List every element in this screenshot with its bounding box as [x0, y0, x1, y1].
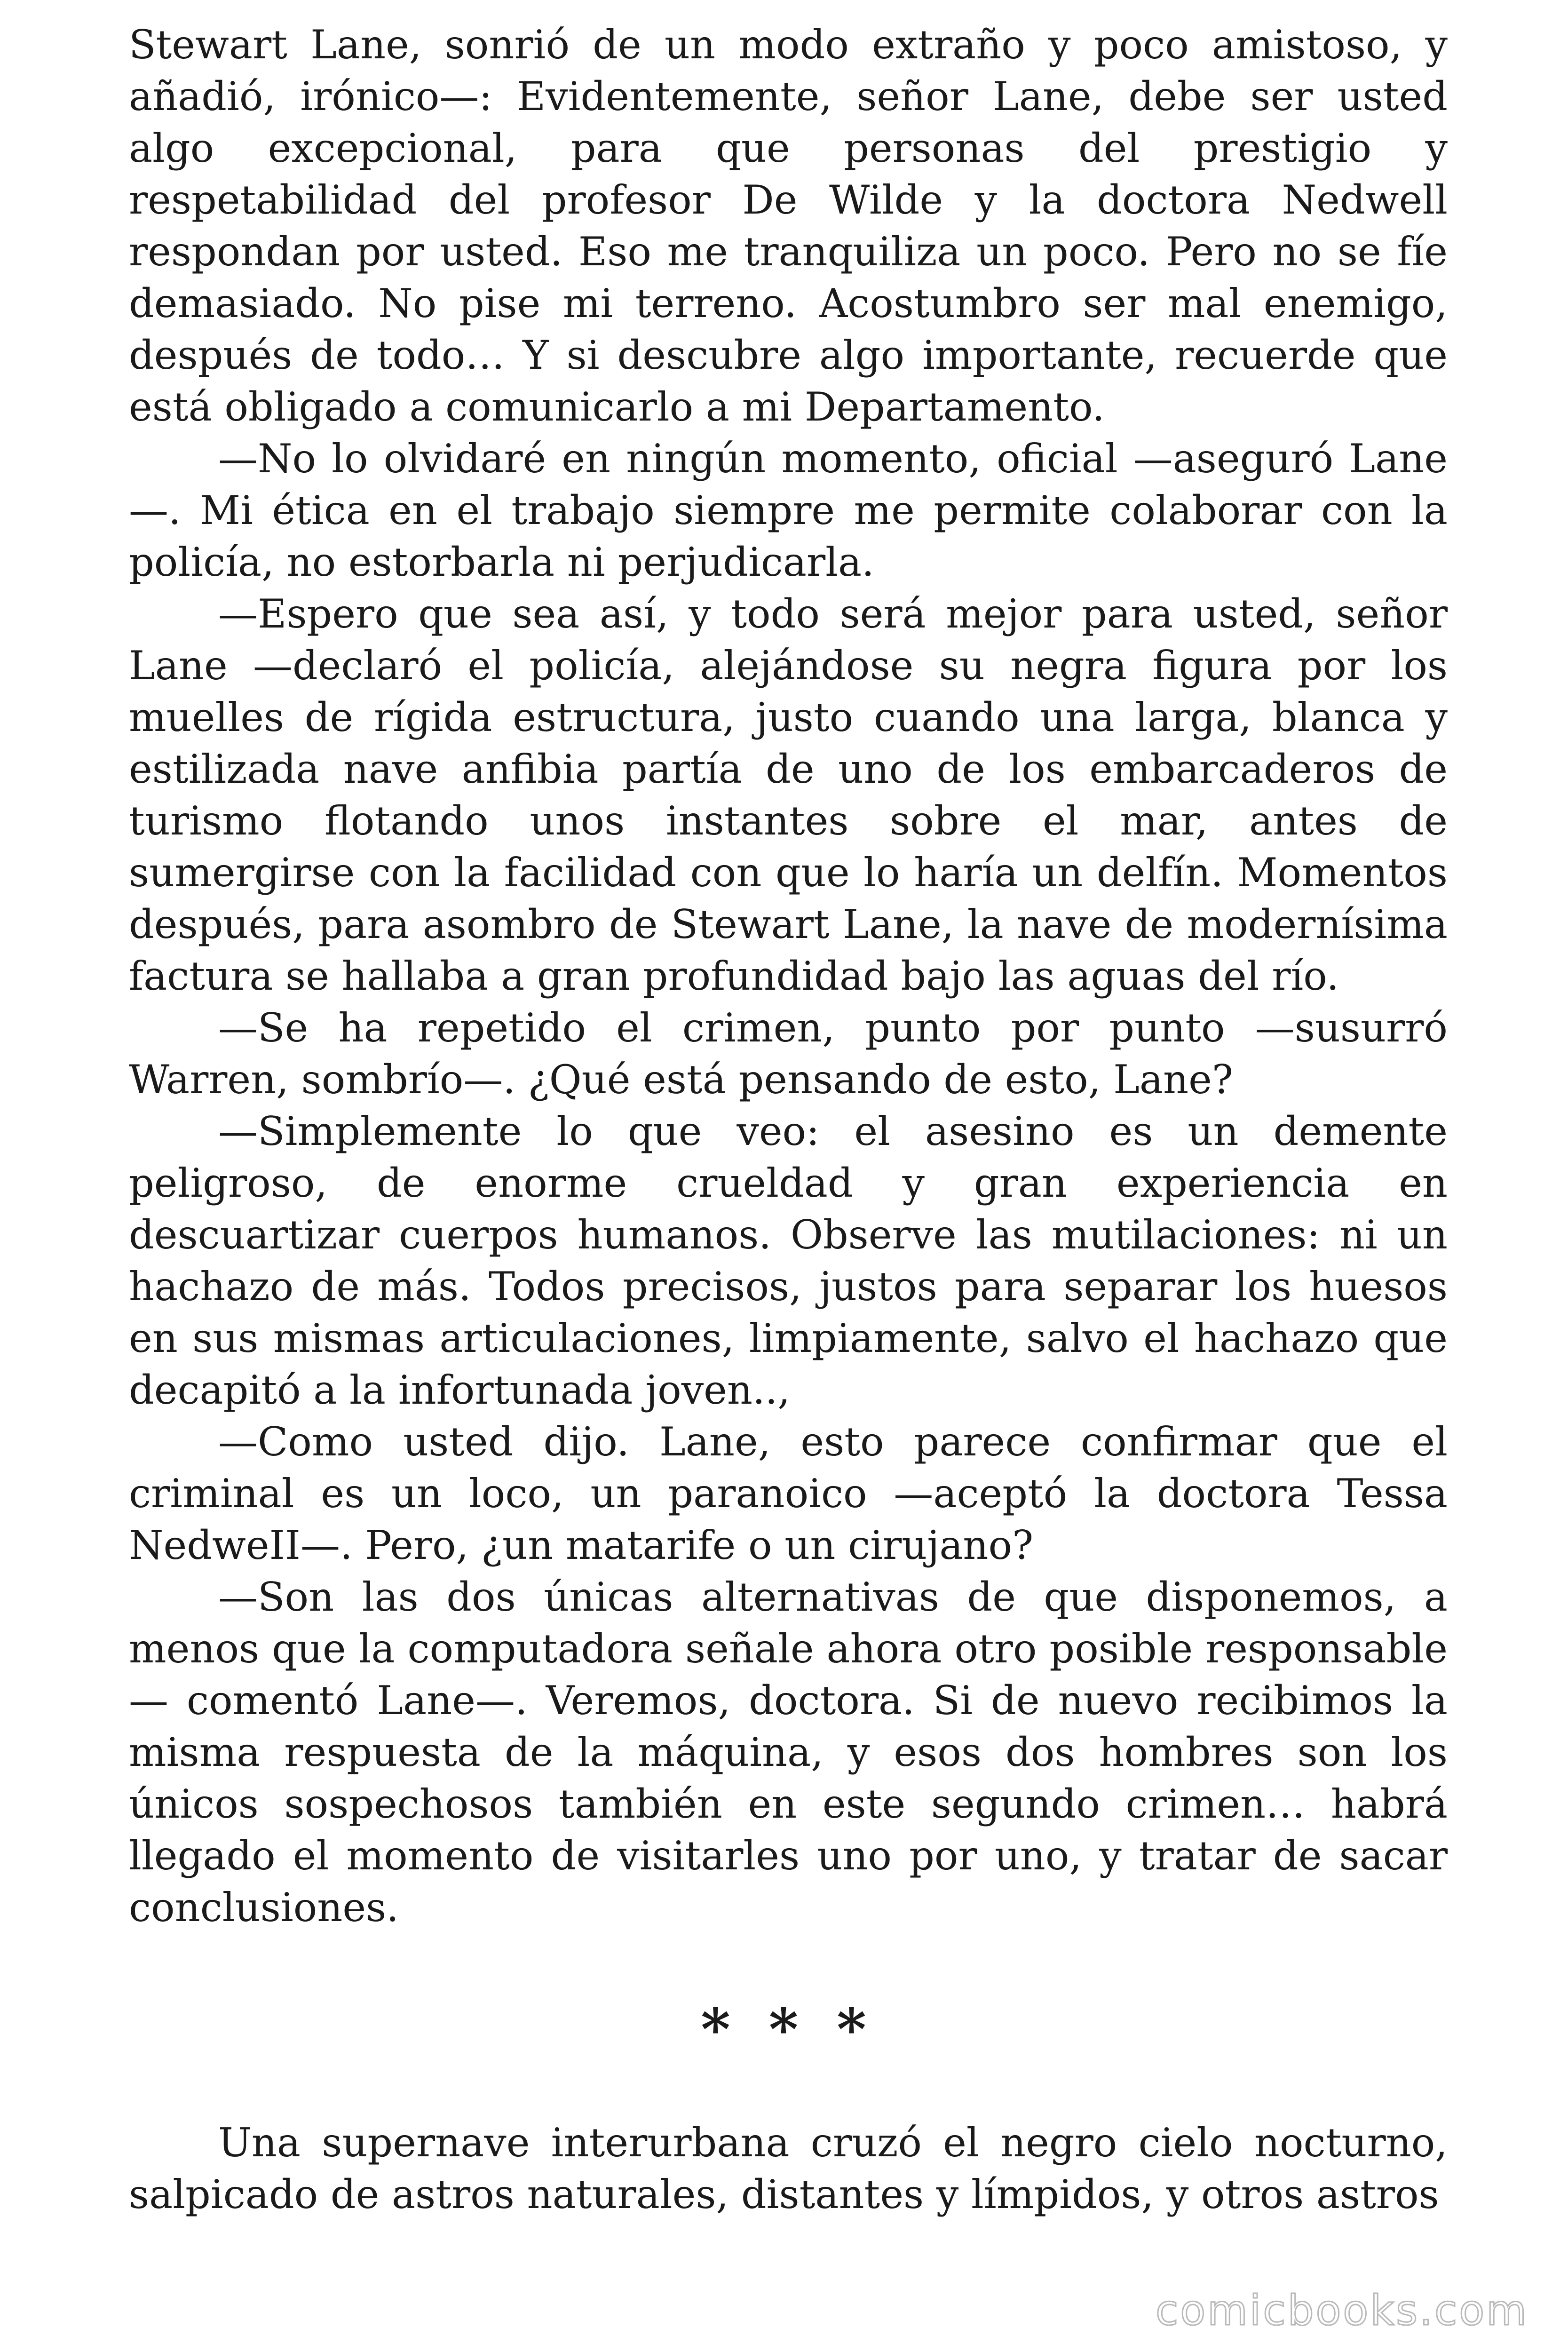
- paragraph-7: —Son las dos únicas alternativas de que disponemos, a menos que la computadora señale ahora otro posible responsable — comentó Lane—. Veremos, doctora. Si de nuevo recibimos la misma respuesta de la máquina, y esos dos hombres son los únicos sospechosos también en este segundo crimen… habrá llegado el momento de visitarles uno por uno, y tratar de sacar conclusiones.: [129, 1574, 1448, 1931]
- section-separator: * * *: [701, 1996, 876, 2063]
- page-content: [129, 19, 1448, 2343]
- paragraph-5: —Simplemente lo que veo: el asesino es un demente peligroso, de enorme crueldad y gran experiencia en descuartizar cuerpos humanos. Observe las mutilaciones: ni un hachazo de más. Todos precisos, justos para separar los huesos en sus mismas articulaciones, limpiamente, salvo el hachazo que decapitó a la infortunada joven..,: [129, 1108, 1448, 1413]
- paragraph-4: —Se ha repetido el crimen, punto por punto —susurró Warren, sombrío—. ¿Qué está pensando de esto, Lane?: [129, 1005, 1448, 1103]
- watermark: comicbooks.com: [1155, 2286, 1528, 2335]
- paragraph-6: —Como usted dijo. Lane, esto parece confirmar que el criminal es un loco, un paranoico —aceptó la doctora Tessa NedweII—. Pero, ¿un matarife o un cirujano?: [129, 1419, 1448, 1568]
- main-text: [129, 19, 1448, 1933]
- paragraph-3: —Espero que sea así, y todo será mejor para usted, señor Lane —declaró el policía, alejándose su negra figura por los muelles de rígida estructura, justo cuando una larga, blanca y estilizada nave anfibia partía de uno de los embarcaderos de turismo flotando unos instantes sobre el mar, antes de sumergirse con la facilidad con que lo haría un delfín. Momentos después, para asombro de Stewart Lane, la nave de modernísima factura se hallaba a gran profundidad bajo las aguas del río.: [129, 591, 1448, 999]
- paragraph-1: Stewart Lane, sonrió de un modo extraño y poco amistoso, y añadió, irónico—: Evidentemente, señor Lane, debe ser usted algo excepcional, para que personas del prestigio y respetabilidad del profesor De Wilde y la doctora Nedwell respondan por usted. Eso me tranquiliza un poco. Pero no se fíe demasiado. No pise mi terreno. Acostumbro ser mal enemigo, después de todo… Y si descubre algo importante, recuerde que está obligado a comunicarlo a mi Departamento.: [129, 22, 1448, 430]
- paragraph-8: Una supernave interurbana cruzó el negro cielo nocturno, salpicado de astros naturales, distantes y límpidos, y otros astros: [129, 2120, 1448, 2217]
- paragraph-2: —No lo olvidaré en ningún momento, oficial —aseguró Lane—. Mi ética en el trabajo siempre me permite colaborar con la policía, no estorbarla ni perjudicarla.: [129, 436, 1448, 585]
- second-section: [129, 2117, 1448, 2220]
